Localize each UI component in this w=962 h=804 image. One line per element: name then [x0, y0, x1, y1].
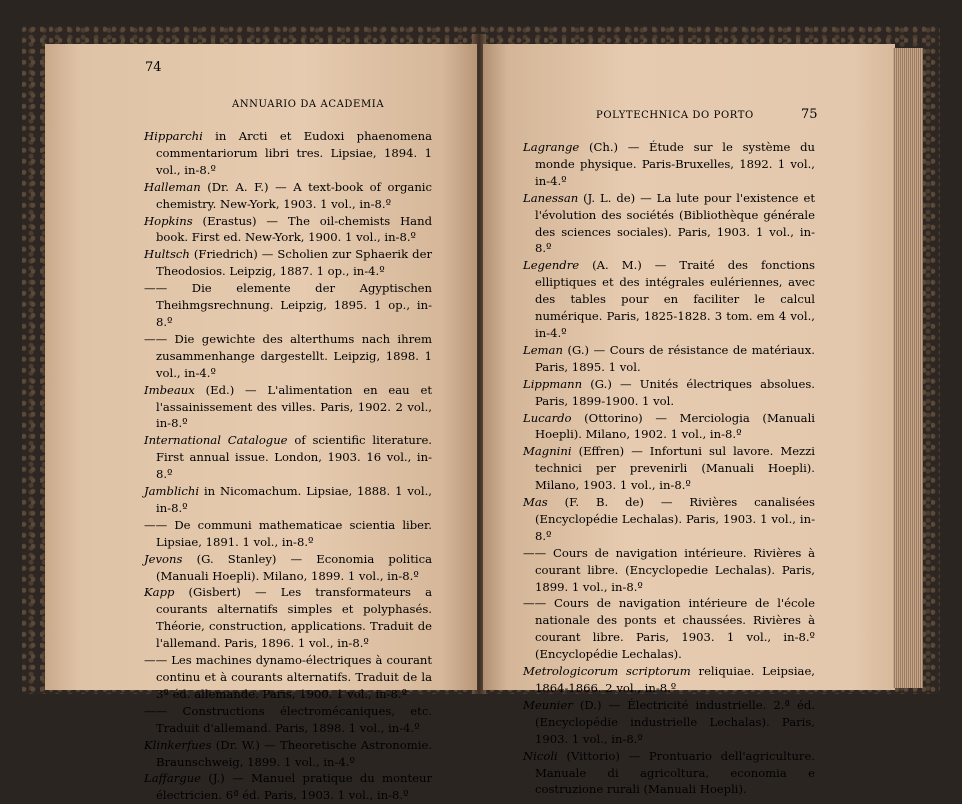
bibliography-entry	[144, 280, 432, 331]
bibliography-entry	[523, 139, 815, 190]
entry-text: (Ed.) — L'alimentation en eau et l'assainissement des villes. Paris, 1902. 2 vol., in-8.º	[156, 382, 432, 431]
entry-author: Lagrange	[523, 140, 580, 154]
bibliography-entry	[144, 703, 432, 737]
bibliography-entry	[144, 737, 432, 771]
bibliography-entry	[523, 257, 815, 342]
right-page-number: 75	[801, 107, 818, 122]
page-edges	[893, 48, 923, 688]
bibliography-entry	[523, 342, 815, 376]
entry-author: Halleman	[144, 179, 201, 194]
entry-author: Lippmann	[523, 376, 583, 391]
entry-text: (Dr. W.) — Theoretische Astronomie. Braunschweig, 1899. 1 vol., in-4.º	[156, 737, 432, 769]
bibliography-entry	[144, 652, 432, 703]
bibliography-entry	[144, 128, 432, 179]
entry-text: (G.) — Cours de résistance de matériaux. Paris, 1895. 1 vol.	[535, 342, 815, 374]
entry-author: Kapp	[144, 585, 175, 600]
entry-text: (Ottorino) — Merciologia (Manuali Hoepli). Milano, 1902. 1 vol., in-8.º	[535, 410, 815, 442]
entry-text: (Effren) — Infortuni sul lavore. Mezzi technici per prevenirli (Manuali Hoepli). Milano, 1903. 1 vol., in-8.º	[535, 444, 815, 493]
right-page-body	[523, 139, 815, 798]
entry-text: reliquiae. Leipsiae, 1864-1866. 2 vol., in-8.º	[535, 664, 815, 695]
entry-author: Laffargue	[144, 771, 202, 786]
bibliography-entry	[523, 443, 815, 494]
entry-author: Nicoli	[523, 748, 558, 763]
entry-text: in Nicomachum. Lipsiae, 1888. 1 vol., in-8.º	[156, 484, 432, 515]
entry-text: (Erastus) — The oil-chemists Hand book. First ed. New-York, 1900. 1 vol., in-8.º	[156, 213, 432, 245]
entry-author: Legendre	[523, 258, 580, 273]
entry-text: (Ch.) — Étude sur le système du monde physique. Paris-Bruxelles, 1892. 1 vol., in-4.º	[535, 140, 815, 188]
bibliography-entry	[144, 517, 432, 551]
right-page-header: POLYTECHNICA DO PORTO	[596, 110, 754, 121]
bibliography-entry	[523, 410, 815, 444]
bibliography-entry	[144, 432, 432, 483]
entry-author: Mas	[523, 495, 548, 510]
left-page-body	[144, 128, 432, 804]
entry-text: —— Die elemente der Agyptischen Theihmgsrechnung. Leipzig, 1895. 1 op., in-8.º	[144, 281, 432, 329]
bibliography-entry	[523, 376, 815, 410]
entry-author: Leman	[523, 342, 563, 357]
bibliography-entry	[144, 770, 432, 804]
entry-text: of scientific literature. First annual issue. London, 1903. 16 vol., in-8.º	[156, 433, 432, 482]
entry-text: —— Cours de navigation intérieure. Rivières à courant libre. (Encyclopedie Lechalas). Paris, 1899. 1 vol., in-8.º	[523, 545, 815, 594]
entry-text: (J. L. de) — La lute pour l'existence et l'évolution des sociétés (Bibliothèque générale des sciences sociales). Paris, 1903. 1 vol., in-8.º	[535, 190, 815, 256]
bibliography-entry	[523, 545, 815, 596]
entry-text: —— Les machines dynamo-électriques à courant continu et à courants alternatifs. Traduit de la 3ª éd. allemande. Paris, 1900. 1 vol., in-8.º	[144, 653, 432, 701]
bibliography-entry	[144, 382, 432, 433]
entry-text: (G. Stanley) — Economia politica (Manuali Hoepli). Milano, 1899. 1 vol., in-8.º	[156, 551, 432, 583]
bibliography-entry	[144, 179, 432, 213]
left-page-header: ANNUARIO DA ACADEMIA	[232, 99, 385, 110]
bibliography-entry	[523, 748, 815, 799]
entry-author: Hultsch	[144, 247, 190, 262]
entry-author: Metrologicorum scriptorum	[523, 664, 691, 679]
bibliography-entry	[144, 213, 432, 247]
left-page-number: 74	[145, 60, 162, 75]
bibliography-entry	[523, 190, 815, 258]
bibliography-entry	[144, 551, 432, 585]
entry-text: —— Die gewichte des alterthums nach ihrem zusammenhange dargestellt. Leipzig, 1898. 1 vol., in-4.º	[144, 331, 432, 380]
bibliography-entry	[523, 494, 815, 545]
entry-text: (Gisbert) — Les transformateurs a courants alternatifs simples et polyphasés. Théorie, construction, applications. Traduit de l'allemand. Paris, 1896. 1 vol., in-8.º	[156, 585, 432, 651]
entry-text: (G.) — Unités électriques absolues. Paris, 1899-1900. 1 vol.	[535, 376, 815, 408]
entry-author: Meunier	[523, 697, 573, 712]
entry-text: (Dr. A. F.) — A text-book of organic chemistry. New-York, 1903. 1 vol., in-8.º	[156, 179, 432, 211]
entry-text: —— Constructions électromécaniques, etc. Traduit d'allemand. Paris, 1898. 1 vol., in-4.º	[144, 703, 432, 735]
entry-author: Hopkins	[144, 213, 193, 228]
entry-text: (J.) — Manuel pratique du monteur électricien. 6ª éd. Paris, 1903. 1 vol., in-8.º	[156, 771, 432, 803]
bibliography-entry	[144, 331, 432, 382]
entry-author: Magnini	[523, 444, 572, 459]
entry-author: Lucardo	[523, 410, 572, 425]
entry-text: (A. M.) — Traité des fonctions elliptiques et des intégrales eulériennes, avec des tables pour en faciliter le calcul numérique. Paris, 1825-1828. 3 tom. em 4 vol., in-4.º	[535, 258, 815, 340]
entry-text: —— De communi mathematicae scientia liber. Lipsiae, 1891. 1 vol., in-8.º	[144, 517, 432, 549]
entry-author: International Catalogue	[144, 433, 288, 448]
entry-text: (F. B. de) — Rivières canalisées (Encyclopédie Lechalas). Paris, 1903. 1 vol., in-8.º	[535, 495, 815, 543]
bibliography-entry	[144, 483, 432, 517]
entry-text: (Vittorio) — Prontuario dell'agriculture. Manuale di agricoltura, economia e costruzione rurali (Manuali Hoepli).	[535, 748, 815, 797]
entry-author: Lanessan	[523, 190, 579, 205]
entry-author: Jevons	[144, 551, 183, 566]
entry-text: in Arcti et Eudoxi phaenomena commentariorum libri tres. Lipsiae, 1894. 1 vol., in-8.º	[156, 129, 432, 177]
entry-author: Hipparchi	[144, 129, 203, 143]
entry-text: (D.) — Électricité industrielle. 2.ª éd. (Encyclopédie industrielle Lechalas). Paris, 1903. 1 vol., in-8.º	[535, 697, 815, 746]
entry-author: Imbeaux	[144, 382, 195, 397]
entry-text: —— Cours de navigation intérieure de l'école nationale des ponts et chaussées. Rivières à courant libre. Paris, 1903. 1 vol., in-8.º (Encyclopédie Lechalas).	[523, 596, 815, 662]
bibliography-entry	[523, 697, 815, 748]
bibliography-entry	[144, 584, 432, 652]
entry-author: Klinkerfues	[144, 737, 212, 752]
bibliography-entry	[523, 595, 815, 663]
bibliography-entry	[523, 663, 815, 697]
entry-text: (Friedrich) — Scholien zur Sphaerik der Theodosios. Leipzig, 1887. 1 op., in-4.º	[156, 247, 432, 279]
entry-author: Jamblichi	[144, 484, 200, 499]
bibliography-entry	[144, 246, 432, 280]
